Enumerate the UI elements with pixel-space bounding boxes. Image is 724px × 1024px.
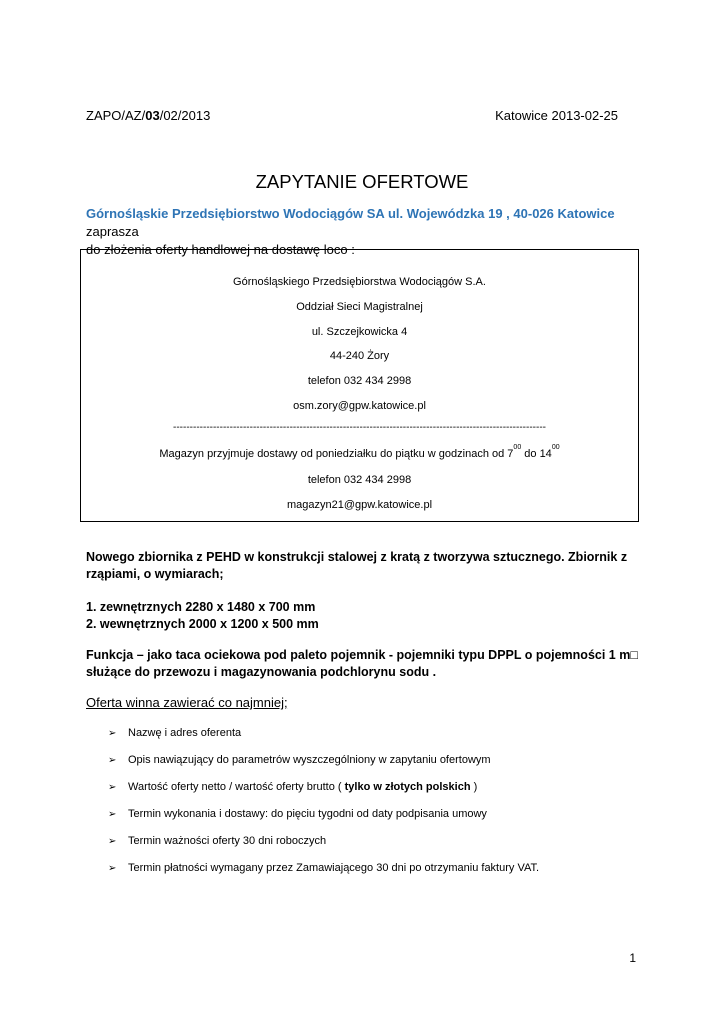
dimensions-list <box>86 599 646 633</box>
arrow-bullet-icon: ➢ <box>108 809 117 820</box>
list-item-bold-text: tylko w złotych polskich <box>344 781 471 793</box>
reference-prefix: ZAPO/AZ/ <box>86 108 146 123</box>
warehouse-email: magazyn21@gpw.katowice.pl <box>286 499 433 511</box>
list-item-text: Termin płatności wymagany przez Zamawiającego 30 dni po otrzymaniu faktury VAT. <box>128 862 540 874</box>
list-item-text: Wartość oferty netto / wartość oferty brutto ( <box>128 781 345 793</box>
address-line-department: Oddział Sieci Magistralnej <box>296 301 423 313</box>
warehouse-hours-sup-2: 00 <box>551 444 560 451</box>
list-item <box>108 862 539 874</box>
product-line-2: rząpiami, o wymiarach; <box>86 567 224 581</box>
list-item-text: Opis nawiązujący do parametrów wyszczególniony w zapytaniu ofertowym <box>128 754 491 766</box>
product-description <box>86 549 646 583</box>
list-item-text: Nazwę i adres oferenta <box>128 727 242 739</box>
warehouse-hours <box>81 444 638 460</box>
list-item-text: Termin wykonania i dostawy: do pięciu tygodni od daty podpisania umowy <box>128 808 487 820</box>
arrow-bullet-icon: ➢ <box>108 728 117 739</box>
list-item <box>108 754 491 766</box>
list-item-text: Termin ważności oferty 30 dni roboczych <box>128 835 327 847</box>
list-item <box>108 808 487 820</box>
document-date: Katowice 2013-02-25 <box>495 108 618 123</box>
list-item <box>108 781 477 793</box>
address-line-company: Górnośląskiego Przedsiębiorstwa Wodociągów S.A. <box>233 276 486 288</box>
page-number: 1 <box>629 951 636 965</box>
dimension-external: 1. zewnętrznych 2280 x 1480 x 700 mm <box>86 600 316 614</box>
warehouse-hours-sup-1: 00 <box>513 444 522 451</box>
arrow-bullet-icon: ➢ <box>108 836 117 847</box>
reference-number <box>86 108 210 123</box>
delivery-address-box <box>80 249 639 522</box>
dimension-internal: 2. wewnętrznych 2000 x 1200 x 500 mm <box>86 617 319 631</box>
list-item <box>108 727 241 739</box>
separator-line: ---------------------------------------------------------------------------------------------------------------- <box>173 422 546 433</box>
address-line-email: osm.zory@gpw.katowice.pl <box>293 400 426 412</box>
document-title: ZAPYTANIE OFERTOWE <box>255 171 469 192</box>
intro-line-2: do złożenia oferty handlowej na dostawę loco : <box>86 242 355 257</box>
list-item <box>108 835 326 847</box>
function-line-2: służące do przewozu i magazynowania podchlorynu sodu . <box>86 665 437 679</box>
warehouse-hours-text-2: do 14 <box>521 448 552 460</box>
address-line-city: 44-240 Żory <box>329 350 390 362</box>
arrow-bullet-icon: ➢ <box>108 755 117 766</box>
reference-bold-part: 03 <box>145 108 160 123</box>
address-line-phone: telefon 032 434 2998 <box>307 375 412 387</box>
list-item-text-end: ) <box>470 781 478 793</box>
product-line-1: Nowego zbiornika z PEHD w konstrukcji stalowej z kratą z tworzywa sztucznego. Zbiornik z <box>86 550 628 564</box>
function-line-1: Funkcja – jako taca ociekowa pod paleto pojemnik - pojemniki typu DPPL o pojemności 1 m□ <box>86 648 638 662</box>
arrow-bullet-icon: ➢ <box>108 782 117 793</box>
company-name: Górnośląskie Przedsiębiorstwo Wodociągów SA ul. Wojewódzka 19 , 40-026 Katowice <box>86 206 615 221</box>
reference-suffix: /02/2013 <box>159 108 211 123</box>
address-line-street: ul. Szczejkowicka 4 <box>311 326 408 338</box>
offer-requirements-heading: Oferta winna zawierać co najmniej; <box>86 695 288 710</box>
intro-text-after: zaprasza <box>86 224 139 239</box>
warehouse-hours-text-1: Magazyn przyjmuje dostawy od poniedziałku do piątku w godzinach od 7 <box>159 448 514 460</box>
arrow-bullet-icon: ➢ <box>108 863 117 874</box>
warehouse-phone: telefon 032 434 2998 <box>307 474 412 486</box>
function-description <box>86 647 646 681</box>
